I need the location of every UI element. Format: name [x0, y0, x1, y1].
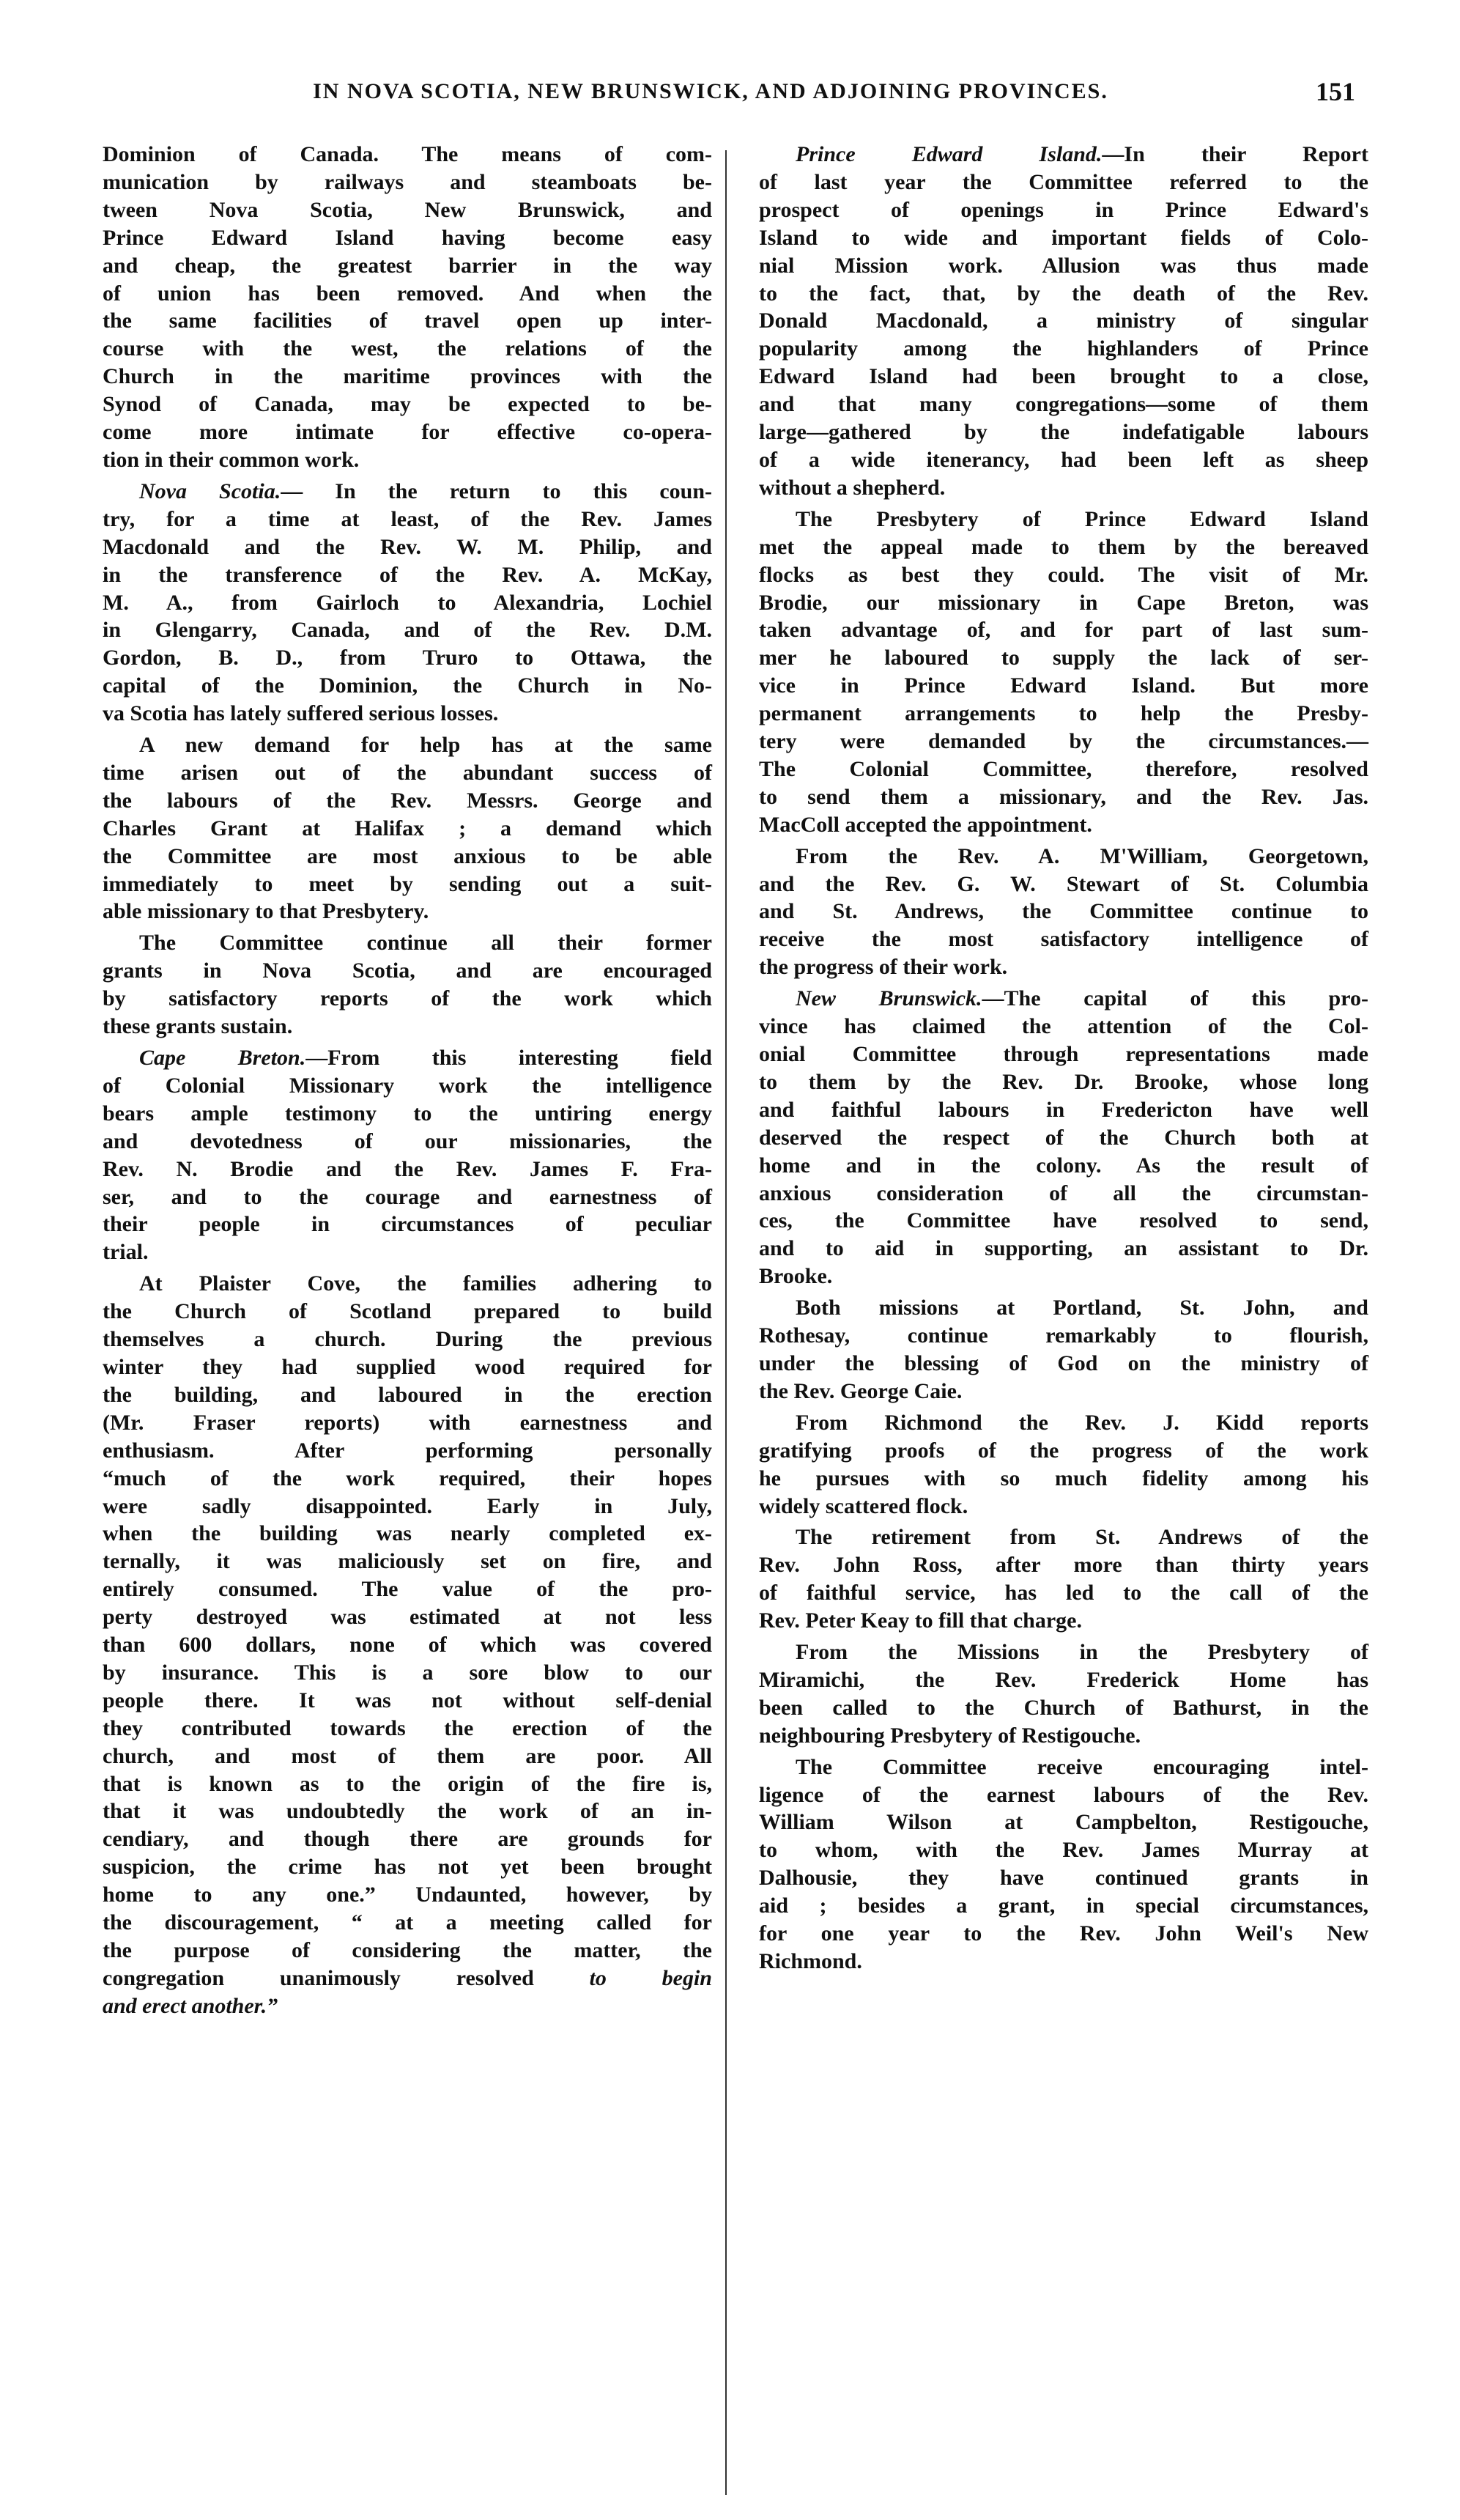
line-text: were sadly disappointed. Early in July,	[103, 1493, 712, 1518]
line-text: themselves a church. During the previous	[103, 1327, 712, 1352]
line-text: bears ample testimony to the untiring energy	[103, 1101, 712, 1126]
line-text: Donald Macdonald, a ministry of singular	[759, 308, 1368, 333]
line-text: Church in the maritime provinces with the	[103, 364, 712, 389]
text-line	[759, 141, 1368, 169]
line-text: prospect of openings in Prince Edward's	[759, 197, 1368, 222]
line-text: From Richmond the Rev. J. Kidd reports	[796, 1410, 1368, 1435]
text-line	[103, 1715, 712, 1743]
line-text: try, for a time at least, of the Rev. James	[103, 506, 712, 531]
line-text: these grants sustain.	[103, 1014, 293, 1039]
line-text: Rev. N. Brodie and the Rev. James F. Fra-	[103, 1156, 712, 1181]
line-text: they contributed towards the erection of the	[103, 1715, 712, 1740]
text-line	[103, 1659, 712, 1687]
text-line	[759, 1493, 1368, 1521]
text-line	[759, 1068, 1368, 1096]
text-line	[103, 196, 712, 224]
line-text: met the appeal made to them by the bereaved	[759, 534, 1368, 559]
line-text: to them by the Rev. Dr. Brooke, whose long	[759, 1069, 1368, 1094]
line-text: — In the return to this coun-	[281, 478, 713, 503]
line-text: without a shepherd.	[759, 475, 946, 500]
text-line	[103, 363, 712, 391]
line-text: William Wilson at Campbelton, Restigouche,	[759, 1810, 1368, 1835]
text-line	[103, 616, 712, 644]
line-text: the Rev. George Caie.	[759, 1378, 963, 1403]
line-text: people there. It was not without self-denial	[103, 1688, 712, 1712]
line-text: Rev. Peter Keay to fill that charge.	[759, 1608, 1082, 1633]
text-line	[103, 1326, 712, 1353]
text-line	[759, 1666, 1368, 1694]
line-text: in Glengarry, Canada, and of the Rev. D.M.	[103, 618, 712, 643]
line-text: Dalhousie, they have continued grants in	[759, 1866, 1368, 1891]
section-heading: Prince Edward Island.	[796, 142, 1103, 166]
line-text: At Plaister Cove, the families adhering to	[139, 1271, 712, 1296]
text-line	[103, 391, 712, 418]
text-line	[759, 728, 1368, 755]
line-text: mer he laboured to supply the lack of ser-	[759, 646, 1368, 670]
paragraph	[103, 1044, 712, 1266]
line-text: to whom, with the Rev. James Murray at	[759, 1838, 1368, 1863]
line-text: come more intimate for effective co-opera-	[103, 420, 712, 445]
text-line	[103, 815, 712, 843]
line-text: va Scotia has lately suffered serious losses.	[103, 701, 499, 726]
text-line	[759, 418, 1368, 446]
line-text: From the Missions in the Presbytery of	[796, 1640, 1368, 1665]
text-line	[759, 1465, 1368, 1493]
paragraph	[759, 843, 1368, 982]
line-text: that is known as to the origin of the fire is,	[103, 1771, 712, 1796]
text-line	[759, 1864, 1368, 1892]
line-text: the Church of Scotland prepared to build	[103, 1299, 712, 1324]
line-text: Brooke.	[759, 1264, 833, 1289]
text-line	[103, 787, 712, 815]
paragraph	[759, 1409, 1368, 1521]
text-line	[103, 1493, 712, 1521]
text-line	[759, 252, 1368, 280]
line-text: aid ; besides a grant, in special circumstances,	[759, 1893, 1368, 1918]
line-text: ces, the Committee have resolved to send,	[759, 1208, 1368, 1233]
page-number: 151	[1316, 77, 1355, 106]
text-line	[759, 1754, 1368, 1781]
line-text: ternally, it was maliciously set on fire, and	[103, 1549, 712, 1574]
text-line	[103, 224, 712, 252]
text-line	[103, 1072, 712, 1100]
line-text: course with the west, the relations of the	[103, 336, 712, 361]
text-line	[759, 169, 1368, 196]
text-line	[759, 1180, 1368, 1208]
line-text: Prince Edward Island having become easy	[103, 225, 712, 250]
text-line	[103, 1687, 712, 1715]
text-line	[759, 1808, 1368, 1836]
text-line	[103, 672, 712, 700]
text-line	[103, 644, 712, 672]
text-line	[759, 363, 1368, 391]
line-text: to the fact, that, by the death of the Rev.	[759, 281, 1368, 306]
line-text: enthusiasm. After performing personally	[103, 1438, 712, 1463]
line-text: perty destroyed was estimated at not less	[103, 1605, 712, 1630]
line-text: and erect another.”	[103, 1993, 278, 2018]
text-line	[759, 1322, 1368, 1350]
line-text: home and in the colony. As the result of	[759, 1153, 1368, 1178]
line-text: their people in circumstances of peculiar	[103, 1212, 712, 1237]
text-line	[759, 1378, 1368, 1405]
line-text: tion in their common work.	[103, 447, 360, 472]
line-text: of last year the Committee referred to the	[759, 169, 1368, 194]
text-line	[759, 700, 1368, 728]
paragraph	[103, 929, 712, 1041]
section-heading: Nova Scotia.	[139, 478, 281, 503]
text-line	[759, 925, 1368, 953]
text-line	[759, 446, 1368, 474]
text-line	[759, 1920, 1368, 1948]
text-line	[103, 1992, 712, 2020]
line-text: ligence of the earnest labours of the Rev.	[759, 1782, 1368, 1807]
text-line	[103, 169, 712, 196]
line-text: suspicion, the crime has not yet been brought	[103, 1855, 712, 1880]
line-text: cendiary, and though there are grounds for	[103, 1827, 712, 1852]
text-line	[759, 953, 1368, 981]
line-text: than 600 dollars, none of which was covered	[103, 1633, 712, 1658]
line-text: vice in Prince Edward Island. But more	[759, 673, 1368, 698]
line-text: the labours of the Rev. Messrs. George and	[103, 788, 712, 813]
line-text: tween Nova Scotia, New Brunswick, and	[103, 197, 712, 222]
text-line	[103, 446, 712, 474]
line-text: and to aid in supporting, an assistant to Dr.	[759, 1236, 1368, 1261]
line-text: when the building was nearly completed ex-	[103, 1521, 712, 1546]
text-line	[103, 929, 712, 957]
paragraph	[759, 141, 1368, 502]
text-line	[103, 1965, 712, 1992]
line-text: Charles Grant at Halifax ; a demand which	[103, 816, 712, 840]
text-line	[103, 871, 712, 898]
line-text: the discouragement, “ at a meeting called for	[103, 1910, 712, 1935]
line-text: the Committee are most anxious to be able	[103, 843, 712, 868]
line-text: M. A., from Gairloch to Alexandria, Lochiel	[103, 590, 712, 615]
line-text: nial Mission work. Allusion was thus made	[759, 253, 1368, 278]
paragraph	[759, 506, 1368, 839]
text-line	[103, 700, 712, 728]
text-line	[103, 1909, 712, 1937]
text-line	[759, 1124, 1368, 1152]
line-text: —In their Report	[1102, 142, 1368, 166]
line-text: Gordon, B. D., from Truro to Ottawa, the	[103, 646, 712, 670]
line-text: deserved the respect of the Church both at	[759, 1125, 1368, 1150]
text-line	[759, 644, 1368, 672]
line-text: that it was undoubtedly the work of an in-	[103, 1799, 712, 1824]
text-line	[759, 307, 1368, 335]
text-line	[759, 474, 1368, 502]
paragraph	[103, 1270, 712, 2020]
text-line	[103, 1853, 712, 1881]
paragraph	[103, 478, 712, 728]
text-line	[103, 533, 712, 561]
line-text: The Colonial Committee, therefore, resolved	[759, 756, 1368, 781]
text-line	[759, 1263, 1368, 1290]
line-text: the progress of their work.	[759, 955, 1008, 980]
text-line	[103, 843, 712, 871]
line-text: MacColl accepted the appointment.	[759, 812, 1092, 837]
line-text: the same facilities of travel open up inter-	[103, 308, 712, 333]
text-line	[759, 1350, 1368, 1378]
text-line	[103, 898, 712, 925]
text-line	[759, 1607, 1368, 1635]
line-text: immediately to meet by sending out a suit-	[103, 871, 712, 896]
text-line	[103, 1881, 712, 1909]
text-line	[759, 1013, 1368, 1041]
text-line	[759, 985, 1368, 1013]
text-line	[103, 1298, 712, 1326]
line-text: vince has claimed the attention of the Col-	[759, 1014, 1368, 1039]
line-text: gratifying proofs of the progress of the work	[759, 1438, 1368, 1463]
line-text: home to any one.” Undaunted, however, by	[103, 1882, 712, 1907]
line-text: and devotedness of our missionaries, the	[103, 1128, 712, 1153]
line-text: the purpose of considering the matter, the	[103, 1938, 712, 1962]
line-text: Island to wide and important fields of Colo-	[759, 225, 1368, 250]
text-line	[103, 1238, 712, 1266]
text-line	[759, 783, 1368, 811]
line-text: permanent arrangements to help the Presby-	[759, 701, 1368, 726]
line-text: and that many congregations—some of them	[759, 392, 1368, 417]
line-text: taken advantage of, and for part of last sum-	[759, 618, 1368, 643]
line-text: the building, and laboured in the erection	[103, 1382, 712, 1407]
line-text: been called to the Church of Bathurst, in the	[759, 1695, 1368, 1720]
text-line	[103, 1044, 712, 1072]
line-text: of faithful service, has led to the call of the	[759, 1581, 1368, 1606]
line-text: Macdonald and the Rev. W. M. Philip, and	[103, 534, 712, 559]
line-text: by insurance. This is a sore blow to our	[103, 1660, 712, 1685]
paragraph	[759, 985, 1368, 1290]
text-line	[103, 307, 712, 335]
line-text: congregation unanimously resolved to begin	[103, 1965, 712, 1990]
line-text: The Committee receive encouraging intel-	[796, 1754, 1368, 1779]
line-text: for one year to the Rev. John Weil's New	[759, 1921, 1368, 1946]
text-line	[103, 1797, 712, 1825]
text-line	[103, 280, 712, 308]
text-line	[103, 1156, 712, 1183]
text-line	[103, 589, 712, 617]
text-line	[759, 533, 1368, 561]
text-line	[103, 1937, 712, 1965]
line-text: Edward Island had been brought to a close,	[759, 364, 1368, 389]
line-text: The Committee continue all their former	[139, 931, 712, 956]
paragraph	[103, 731, 712, 925]
text-line	[103, 1603, 712, 1631]
text-line	[759, 1551, 1368, 1579]
text-line	[759, 1096, 1368, 1124]
running-head: IN NOVA SCOTIA, NEW BRUNSWICK, AND ADJOINING PROVINCES.	[313, 79, 1108, 103]
line-text: capital of the Dominion, the Church in No-	[103, 673, 712, 698]
text-line	[103, 1770, 712, 1798]
line-text: under the blessing of God on the ministry of	[759, 1350, 1368, 1375]
text-line	[103, 1548, 712, 1575]
line-text: ser, and to the courage and earnestness of	[103, 1184, 712, 1209]
text-line	[103, 418, 712, 446]
text-line	[103, 1465, 712, 1493]
text-line	[103, 957, 712, 985]
line-text: large—gathered by the indefatigable labours	[759, 420, 1368, 445]
line-text: Rothesay, continue remarkably to flourish,	[759, 1323, 1368, 1348]
column-rule	[725, 150, 727, 2495]
page-header	[176, 79, 1355, 123]
section-heading: New Brunswick.	[796, 986, 982, 1011]
text-line	[103, 1631, 712, 1659]
line-text: time arisen out of the abundant success of	[103, 760, 712, 785]
line-text: The Presbytery of Prince Edward Island	[796, 506, 1368, 531]
line-text: grants in Nova Scotia, and are encouraged	[103, 958, 712, 983]
line-text: winter they had supplied wood required for	[103, 1354, 712, 1379]
text-line	[103, 1825, 712, 1853]
text-line	[759, 1836, 1368, 1864]
text-line	[103, 985, 712, 1013]
line-text: able missionary to that Presbytery.	[103, 899, 429, 924]
text-line	[759, 589, 1368, 617]
line-text: of union has been removed. And when the	[103, 281, 712, 306]
line-text: Brodie, our missionary in Cape Breton, was	[759, 590, 1368, 615]
paragraph	[759, 1754, 1368, 1976]
text-line	[103, 1211, 712, 1238]
line-text: church, and most of them are poor. All	[103, 1743, 712, 1768]
text-line	[759, 1041, 1368, 1068]
line-text: Miramichi, the Rev. Frederick Home has	[759, 1667, 1368, 1692]
line-text: Dominion of Canada. The means of com-	[103, 142, 712, 166]
text-line	[103, 1409, 712, 1437]
text-line	[103, 1575, 712, 1603]
text-line	[103, 1353, 712, 1381]
line-text: widely scattered flock.	[759, 1493, 968, 1518]
text-line	[759, 1235, 1368, 1263]
text-line	[759, 843, 1368, 871]
text-line	[759, 1948, 1368, 1976]
text-line	[103, 1270, 712, 1298]
text-line	[103, 1381, 712, 1409]
line-text: to send them a missionary, and the Rev. Jas.	[759, 784, 1368, 809]
text-line	[759, 391, 1368, 418]
line-text: in the transference of the Rev. A. McKay,	[103, 562, 712, 587]
right-column	[759, 141, 1368, 1979]
line-text: entirely consumed. The value of the pro-	[103, 1577, 712, 1602]
text-line	[759, 1638, 1368, 1666]
text-line	[103, 561, 712, 589]
text-line	[759, 1437, 1368, 1465]
text-line	[103, 1437, 712, 1465]
left-column	[103, 141, 712, 2024]
text-line	[759, 1152, 1368, 1180]
text-line	[103, 1128, 712, 1156]
line-text: (Mr. Fraser reports) with earnestness and	[103, 1410, 712, 1435]
line-text: tery were demanded by the circumstances.—	[759, 729, 1368, 754]
paragraph	[759, 1294, 1368, 1405]
text-line	[759, 1523, 1368, 1551]
line-text: Richmond.	[759, 1949, 862, 1973]
line-text: onial Committee through representations made	[759, 1042, 1368, 1066]
text-line	[103, 1100, 712, 1128]
text-line	[759, 1294, 1368, 1322]
text-line	[759, 1409, 1368, 1437]
text-line	[759, 1207, 1368, 1235]
line-text: and cheap, the greatest barrier in the way	[103, 253, 712, 278]
text-line	[759, 224, 1368, 252]
text-line	[759, 755, 1368, 783]
line-text: Synod of Canada, may be expected to be-	[103, 392, 712, 417]
line-text: flocks as best they could. The visit of Mr.	[759, 562, 1368, 587]
line-text: munication by railways and steamboats be-	[103, 169, 712, 194]
text-line	[759, 506, 1368, 533]
line-text: The retirement from St. Andrews of the	[796, 1525, 1368, 1550]
line-text: popularity among the highlanders of Prince	[759, 336, 1368, 361]
text-line	[759, 871, 1368, 898]
text-line	[759, 196, 1368, 224]
line-text: and St. Andrews, the Committee continue to	[759, 899, 1368, 924]
text-line	[759, 1781, 1368, 1809]
text-line	[759, 1579, 1368, 1607]
text-line	[103, 335, 712, 363]
line-text: by satisfactory reports of the work which	[103, 986, 712, 1011]
line-text: anxious consideration of all the circumstan-	[759, 1180, 1368, 1205]
line-text: —From this interesting field	[305, 1046, 712, 1070]
section-heading: Cape Breton.	[139, 1046, 306, 1070]
text-line	[759, 1892, 1368, 1920]
text-line	[103, 731, 712, 759]
text-line	[103, 252, 712, 280]
text-line	[103, 1520, 712, 1548]
line-text: of a wide itenerancy, had been left as sheep	[759, 447, 1368, 472]
line-text: and faithful labours in Fredericton have well	[759, 1097, 1368, 1122]
text-line	[759, 561, 1368, 589]
text-line	[103, 506, 712, 533]
text-line	[103, 1183, 712, 1211]
text-line	[103, 141, 712, 169]
text-line	[103, 1013, 712, 1041]
line-text: of Colonial Missionary work the intelligence	[103, 1073, 712, 1098]
line-text: trial.	[103, 1240, 149, 1265]
line-text: “much of the work required, their hopes	[103, 1466, 712, 1490]
text-line	[759, 280, 1368, 308]
line-text: A new demand for help has at the same	[139, 733, 712, 758]
line-text: From the Rev. A. M'William, Georgetown,	[796, 843, 1368, 868]
text-line	[759, 811, 1368, 839]
paragraph	[759, 1638, 1368, 1750]
text-line	[759, 335, 1368, 363]
line-text: and the Rev. G. W. Stewart of St. Columbia	[759, 871, 1368, 896]
text-line	[759, 672, 1368, 700]
text-line	[103, 1743, 712, 1770]
line-text: neighbouring Presbytery of Restigouche.	[759, 1723, 1141, 1748]
line-text: receive the most satisfactory intelligence of	[759, 927, 1368, 952]
line-text: Both missions at Portland, St. John, and	[796, 1296, 1368, 1320]
text-line	[759, 1694, 1368, 1722]
text-line	[759, 616, 1368, 644]
text-line	[759, 1722, 1368, 1750]
line-text: he pursues with so much fidelity among his	[759, 1466, 1368, 1490]
text-line	[103, 478, 712, 506]
line-text: Rev. John Ross, after more than thirty years	[759, 1553, 1368, 1578]
text-line	[103, 759, 712, 787]
paragraph	[103, 141, 712, 474]
line-text: —The capital of this pro-	[982, 986, 1368, 1011]
paragraph	[759, 1523, 1368, 1635]
text-line	[759, 898, 1368, 925]
